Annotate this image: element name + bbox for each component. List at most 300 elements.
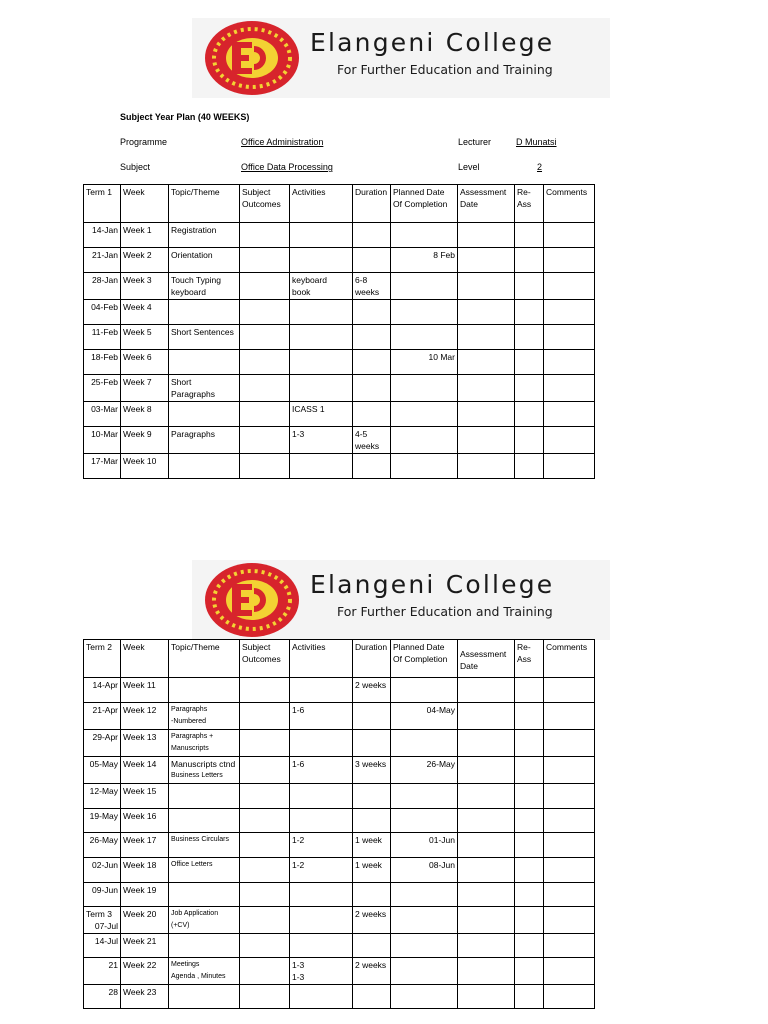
- cell-line: Touch Typing: [171, 275, 221, 285]
- college-name: Elangeni College: [310, 28, 555, 57]
- outcomes-cell: [240, 427, 290, 454]
- duration-cell: [353, 375, 391, 402]
- outcomes-cell: [240, 985, 290, 1009]
- cell-line: Manuscripts ctnd: [171, 759, 236, 769]
- topic-cell: [169, 300, 240, 325]
- plan-title: Subject Year Plan (40 WEEKS): [120, 112, 250, 122]
- week-cell: Week 3: [121, 273, 169, 300]
- duration-cell: 3 weeks: [353, 757, 391, 784]
- date-cell: [84, 833, 121, 858]
- cell-line: 21-Jan: [92, 250, 118, 260]
- cell-line: Short Sentences: [171, 327, 234, 337]
- outcomes-cell: [240, 757, 290, 784]
- date-cell: [84, 300, 121, 325]
- assessment-date-cell: [458, 350, 515, 375]
- outcomes-cell: [240, 300, 290, 325]
- cell-line: 17-Mar: [91, 456, 118, 466]
- cell-line: (+CV): [171, 922, 190, 929]
- cell-line: 04-Feb: [91, 302, 118, 312]
- table-row: [84, 223, 595, 248]
- week-cell: Week 8: [121, 402, 169, 427]
- topic-cell: [169, 325, 240, 350]
- activities-cell: [290, 402, 353, 427]
- assessment-date-cell: [458, 985, 515, 1009]
- topic-cell: [169, 248, 240, 273]
- table-row: [84, 985, 595, 1009]
- cell-line: 1-3: [292, 960, 305, 970]
- topic-cell: [169, 934, 240, 958]
- cell-line: ICASS 1: [292, 404, 325, 414]
- re-ass-cell: [515, 985, 544, 1009]
- date-cell: [84, 907, 121, 934]
- date-cell: [84, 757, 121, 784]
- cell-line: 07-Jul: [94, 921, 118, 931]
- cell-line: 11-Feb: [91, 327, 118, 337]
- assessment-date-cell: [458, 402, 515, 427]
- column-header: Week: [121, 640, 169, 678]
- table-row: [84, 833, 595, 858]
- outcomes-cell: [240, 273, 290, 300]
- date-cell: [84, 730, 121, 757]
- assessment-date-cell: [458, 934, 515, 958]
- column-header: Activities: [290, 640, 353, 678]
- duration-cell: 2 weeks: [353, 678, 391, 703]
- duration-cell: [353, 985, 391, 1009]
- duration-cell: [353, 703, 391, 730]
- topic-cell: [169, 375, 240, 402]
- comments-cell: [544, 809, 595, 833]
- date-cell: [84, 223, 121, 248]
- assessment-date-cell: [458, 757, 515, 784]
- cell-line: keyboard: [171, 287, 206, 297]
- cell-line: 29-Apr: [92, 732, 118, 742]
- outcomes-cell: [240, 784, 290, 809]
- column-header: Comments: [544, 185, 595, 223]
- activities-cell: [290, 427, 353, 454]
- week-cell: Week 20: [121, 907, 169, 934]
- college-header-2: [192, 560, 610, 640]
- date-cell: [84, 427, 121, 454]
- comments-cell: [544, 858, 595, 883]
- cell-line: 25-Feb: [91, 377, 118, 387]
- week-cell: Week 19: [121, 883, 169, 907]
- assessment-date-cell: [458, 958, 515, 985]
- cell-line: 02-Jun: [92, 860, 118, 870]
- activities-cell: [290, 958, 353, 985]
- outcomes-cell: [240, 350, 290, 375]
- activities-cell: [290, 730, 353, 757]
- topic-cell: [169, 730, 240, 757]
- activities-cell: [290, 375, 353, 402]
- college-subtitle: For Further Education and Training: [337, 62, 553, 77]
- table-row: [84, 730, 595, 757]
- cell-line: 14-Jan: [92, 225, 118, 235]
- cell-line: Meetings: [171, 961, 200, 968]
- activities-cell: [290, 883, 353, 907]
- week-cell: Week 4: [121, 300, 169, 325]
- activities-cell: [290, 273, 353, 300]
- planned-date-cell: [391, 300, 458, 325]
- re-ass-cell: [515, 883, 544, 907]
- comments-cell: [544, 223, 595, 248]
- assessment-date-cell: [458, 273, 515, 300]
- planned-date-cell: [391, 454, 458, 479]
- cell-line: 1-3: [292, 429, 305, 439]
- activities-cell: [290, 248, 353, 273]
- assessment-date-cell: [458, 325, 515, 350]
- comments-cell: [544, 934, 595, 958]
- cell-line: 12-May: [89, 786, 118, 796]
- date-cell: [84, 375, 121, 402]
- comments-cell: [544, 350, 595, 375]
- planned-date-cell: [391, 883, 458, 907]
- activities-cell: [290, 757, 353, 784]
- subject-label: Subject: [120, 162, 151, 172]
- table-row: [84, 678, 595, 703]
- header-row: [84, 640, 595, 678]
- duration-cell: [353, 350, 391, 375]
- column-header: Topic/Theme: [169, 640, 240, 678]
- comments-cell: [544, 703, 595, 730]
- cell-line: 10-Mar: [91, 429, 118, 439]
- comments-cell: [544, 273, 595, 300]
- comments-cell: [544, 375, 595, 402]
- cell-line: 19-May: [89, 811, 118, 821]
- cell-line: Office Letters: [171, 861, 213, 868]
- outcomes-cell: [240, 454, 290, 479]
- week-cell: Week 12: [121, 703, 169, 730]
- term2-table: [83, 639, 595, 1009]
- comments-cell: [544, 730, 595, 757]
- duration-cell: 1 week: [353, 858, 391, 883]
- cell-line: 1-6: [292, 759, 305, 769]
- assessment-date-cell: [458, 248, 515, 273]
- table-row: [84, 375, 595, 402]
- re-ass-cell: [515, 958, 544, 985]
- table-row: [84, 350, 595, 375]
- duration-cell: [353, 248, 391, 273]
- date-cell: [84, 985, 121, 1009]
- column-header: Re-Ass: [515, 185, 544, 223]
- outcomes-cell: [240, 809, 290, 833]
- date-cell: [84, 883, 121, 907]
- programme-label: Programme: [120, 137, 168, 147]
- planned-date-cell: [391, 907, 458, 934]
- outcomes-cell: [240, 833, 290, 858]
- lecturer-label: Lecturer: [458, 137, 492, 147]
- outcomes-cell: [240, 858, 290, 883]
- table-row: [84, 883, 595, 907]
- activities-cell: [290, 858, 353, 883]
- re-ass-cell: [515, 350, 544, 375]
- table-row: [84, 273, 595, 300]
- re-ass-cell: [515, 858, 544, 883]
- planned-date-cell: [391, 958, 458, 985]
- topic-cell: [169, 784, 240, 809]
- week-cell: Week 10: [121, 454, 169, 479]
- duration-cell: [353, 809, 391, 833]
- planned-date-cell: [391, 809, 458, 833]
- re-ass-cell: [515, 223, 544, 248]
- activities-cell: [290, 678, 353, 703]
- planned-date-cell: 10 Mar: [391, 350, 458, 375]
- cell-line: Business Letters: [171, 772, 223, 779]
- comments-cell: [544, 883, 595, 907]
- column-header: Week: [121, 185, 169, 223]
- date-cell: [84, 958, 121, 985]
- assessment-date-cell: [458, 678, 515, 703]
- week-cell: Week 6: [121, 350, 169, 375]
- topic-cell: [169, 402, 240, 427]
- cell-line: 03-Mar: [91, 404, 118, 414]
- assessment-date-cell: [458, 730, 515, 757]
- cell-line: Paragraphs: [171, 429, 215, 439]
- cell-line: 1-6: [292, 705, 305, 715]
- cell-line: Manuscripts: [171, 745, 209, 752]
- column-header: Subject Outcomes: [240, 185, 290, 223]
- re-ass-cell: [515, 809, 544, 833]
- topic-cell: [169, 958, 240, 985]
- re-ass-cell: [515, 454, 544, 479]
- outcomes-cell: [240, 907, 290, 934]
- cell-line: Registration: [171, 225, 217, 235]
- assessment-date-cell: [458, 784, 515, 809]
- planned-date-cell: [391, 402, 458, 427]
- topic-cell: [169, 703, 240, 730]
- activities-cell: [290, 784, 353, 809]
- date-cell: [84, 678, 121, 703]
- assessment-date-cell: [458, 858, 515, 883]
- week-cell: Week 23: [121, 985, 169, 1009]
- cell-line: Term 3: [86, 909, 112, 919]
- planned-date-cell: 04-May: [391, 703, 458, 730]
- topic-cell: [169, 273, 240, 300]
- week-cell: Week 2: [121, 248, 169, 273]
- comments-cell: [544, 300, 595, 325]
- outcomes-cell: [240, 678, 290, 703]
- comments-cell: [544, 833, 595, 858]
- duration-cell: [353, 730, 391, 757]
- topic-cell: [169, 350, 240, 375]
- cell-line: 1-2: [292, 835, 305, 845]
- topic-cell: [169, 833, 240, 858]
- cell-line: 26-May: [89, 835, 118, 845]
- programme-value: Office Administration: [241, 137, 324, 147]
- outcomes-cell: [240, 223, 290, 248]
- column-header: Comments: [544, 640, 595, 678]
- activities-cell: [290, 907, 353, 934]
- duration-cell: 2 weeks: [353, 958, 391, 985]
- table-row: [84, 809, 595, 833]
- date-cell: [84, 454, 121, 479]
- date-cell: [84, 784, 121, 809]
- activities-cell: [290, 454, 353, 479]
- week-cell: Week 1: [121, 223, 169, 248]
- week-cell: Week 15: [121, 784, 169, 809]
- date-cell: [84, 934, 121, 958]
- planned-date-cell: 08-Jun: [391, 858, 458, 883]
- cell-line: 09-Jun: [92, 885, 118, 895]
- column-header: Term 2: [84, 640, 121, 678]
- re-ass-cell: [515, 375, 544, 402]
- comments-cell: [544, 454, 595, 479]
- cell-line: Orientation: [171, 250, 213, 260]
- re-ass-cell: [515, 402, 544, 427]
- cell-line: 05-May: [89, 759, 118, 769]
- table-row: [84, 958, 595, 985]
- assessment-date-cell: [458, 300, 515, 325]
- elangeni-college-logo-icon: [202, 560, 302, 640]
- re-ass-cell: [515, 730, 544, 757]
- cell-line: keyboard: [292, 275, 327, 285]
- activities-cell: [290, 985, 353, 1009]
- college-header: [192, 18, 610, 98]
- column-header: Topic/Theme: [169, 185, 240, 223]
- planned-date-cell: [391, 934, 458, 958]
- activities-cell: [290, 300, 353, 325]
- cell-line: Business Circulars: [171, 836, 229, 843]
- date-cell: [84, 703, 121, 730]
- cell-line: Job Application: [171, 910, 219, 917]
- outcomes-cell: [240, 958, 290, 985]
- assessment-date-cell: [458, 833, 515, 858]
- comments-cell: [544, 757, 595, 784]
- duration-cell: [353, 784, 391, 809]
- date-cell: [84, 350, 121, 375]
- table-row: [84, 402, 595, 427]
- cell-line: 21-Apr: [92, 705, 118, 715]
- column-header: Term 1: [84, 185, 121, 223]
- college-name: Elangeni College: [310, 570, 555, 599]
- planned-date-cell: 26-May: [391, 757, 458, 784]
- week-cell: Week 11: [121, 678, 169, 703]
- planned-date-cell: [391, 730, 458, 757]
- column-header: Subject Outcomes: [240, 640, 290, 678]
- column-header: Activities: [290, 185, 353, 223]
- planned-date-cell: 8 Feb: [391, 248, 458, 273]
- re-ass-cell: [515, 784, 544, 809]
- table-row: [84, 858, 595, 883]
- activities-cell: [290, 703, 353, 730]
- duration-cell: [353, 325, 391, 350]
- table-row: [84, 427, 595, 454]
- outcomes-cell: [240, 325, 290, 350]
- comments-cell: [544, 325, 595, 350]
- cell-line: Short Paragraphs: [171, 377, 215, 399]
- planned-date-cell: [391, 375, 458, 402]
- elangeni-college-logo-icon: [202, 18, 302, 98]
- topic-cell: [169, 809, 240, 833]
- duration-cell: [353, 454, 391, 479]
- topic-cell: [169, 427, 240, 454]
- topic-cell: [169, 883, 240, 907]
- re-ass-cell: [515, 907, 544, 934]
- activities-cell: [290, 223, 353, 248]
- cell-line: 1-2: [292, 860, 305, 870]
- date-cell: [84, 402, 121, 427]
- planned-date-cell: [391, 325, 458, 350]
- column-header: Planned Date Of Completion: [391, 185, 458, 223]
- assessment-date-cell: [458, 907, 515, 934]
- re-ass-cell: [515, 757, 544, 784]
- duration-cell: [353, 402, 391, 427]
- cell-line: 14-Jul: [94, 936, 118, 946]
- planned-date-cell: [391, 223, 458, 248]
- activities-cell: [290, 833, 353, 858]
- duration-cell: 2 weeks: [353, 907, 391, 934]
- column-header: Assessment Date: [458, 185, 515, 223]
- cell-line: Paragraphs: [171, 706, 208, 713]
- comments-cell: [544, 678, 595, 703]
- outcomes-cell: [240, 730, 290, 757]
- duration-cell: [353, 883, 391, 907]
- table-row: [84, 703, 595, 730]
- week-cell: Week 16: [121, 809, 169, 833]
- topic-cell: [169, 985, 240, 1009]
- comments-cell: [544, 985, 595, 1009]
- assessment-date-cell: [458, 454, 515, 479]
- week-cell: Week 13: [121, 730, 169, 757]
- week-cell: Week 5: [121, 325, 169, 350]
- table-row: [84, 248, 595, 273]
- date-cell: [84, 858, 121, 883]
- duration-cell: [353, 934, 391, 958]
- assessment-date-cell: [458, 703, 515, 730]
- header-row: [84, 185, 595, 223]
- duration-cell: 1 week: [353, 833, 391, 858]
- column-header: Duration: [353, 640, 391, 678]
- cell-line: book: [292, 287, 311, 297]
- table-row: [84, 784, 595, 809]
- table-row: [84, 300, 595, 325]
- cell-line: 28: [108, 987, 118, 997]
- cell-line: Paragraphs +: [171, 733, 214, 740]
- lecturer-value: D Munatsi: [516, 137, 557, 147]
- re-ass-cell: [515, 248, 544, 273]
- planned-date-cell: 01-Jun: [391, 833, 458, 858]
- topic-cell: [169, 454, 240, 479]
- date-cell: [84, 273, 121, 300]
- cell-line: 21: [108, 960, 118, 970]
- duration-cell: [353, 223, 391, 248]
- column-header: Duration: [353, 185, 391, 223]
- week-cell: Week 7: [121, 375, 169, 402]
- comments-cell: [544, 402, 595, 427]
- re-ass-cell: [515, 325, 544, 350]
- duration-cell: 4-5 weeks: [353, 427, 391, 454]
- level-label: Level: [458, 162, 480, 172]
- date-cell: [84, 325, 121, 350]
- topic-cell: [169, 223, 240, 248]
- cell-line: 28-Jan: [92, 275, 118, 285]
- re-ass-cell: [515, 300, 544, 325]
- re-ass-cell: [515, 273, 544, 300]
- activities-cell: [290, 350, 353, 375]
- week-cell: Week 22: [121, 958, 169, 985]
- duration-cell: [353, 300, 391, 325]
- week-cell: Week 18: [121, 858, 169, 883]
- table-row: [84, 325, 595, 350]
- planned-date-cell: [391, 427, 458, 454]
- column-header: Planned Date Of Completion: [391, 640, 458, 678]
- table-row: [84, 934, 595, 958]
- topic-cell: [169, 907, 240, 934]
- comments-cell: [544, 784, 595, 809]
- table-row: [84, 907, 595, 934]
- level-value: 2: [537, 162, 543, 172]
- assessment-date-cell: [458, 375, 515, 402]
- subject-value: Office Data Processing: [241, 162, 333, 172]
